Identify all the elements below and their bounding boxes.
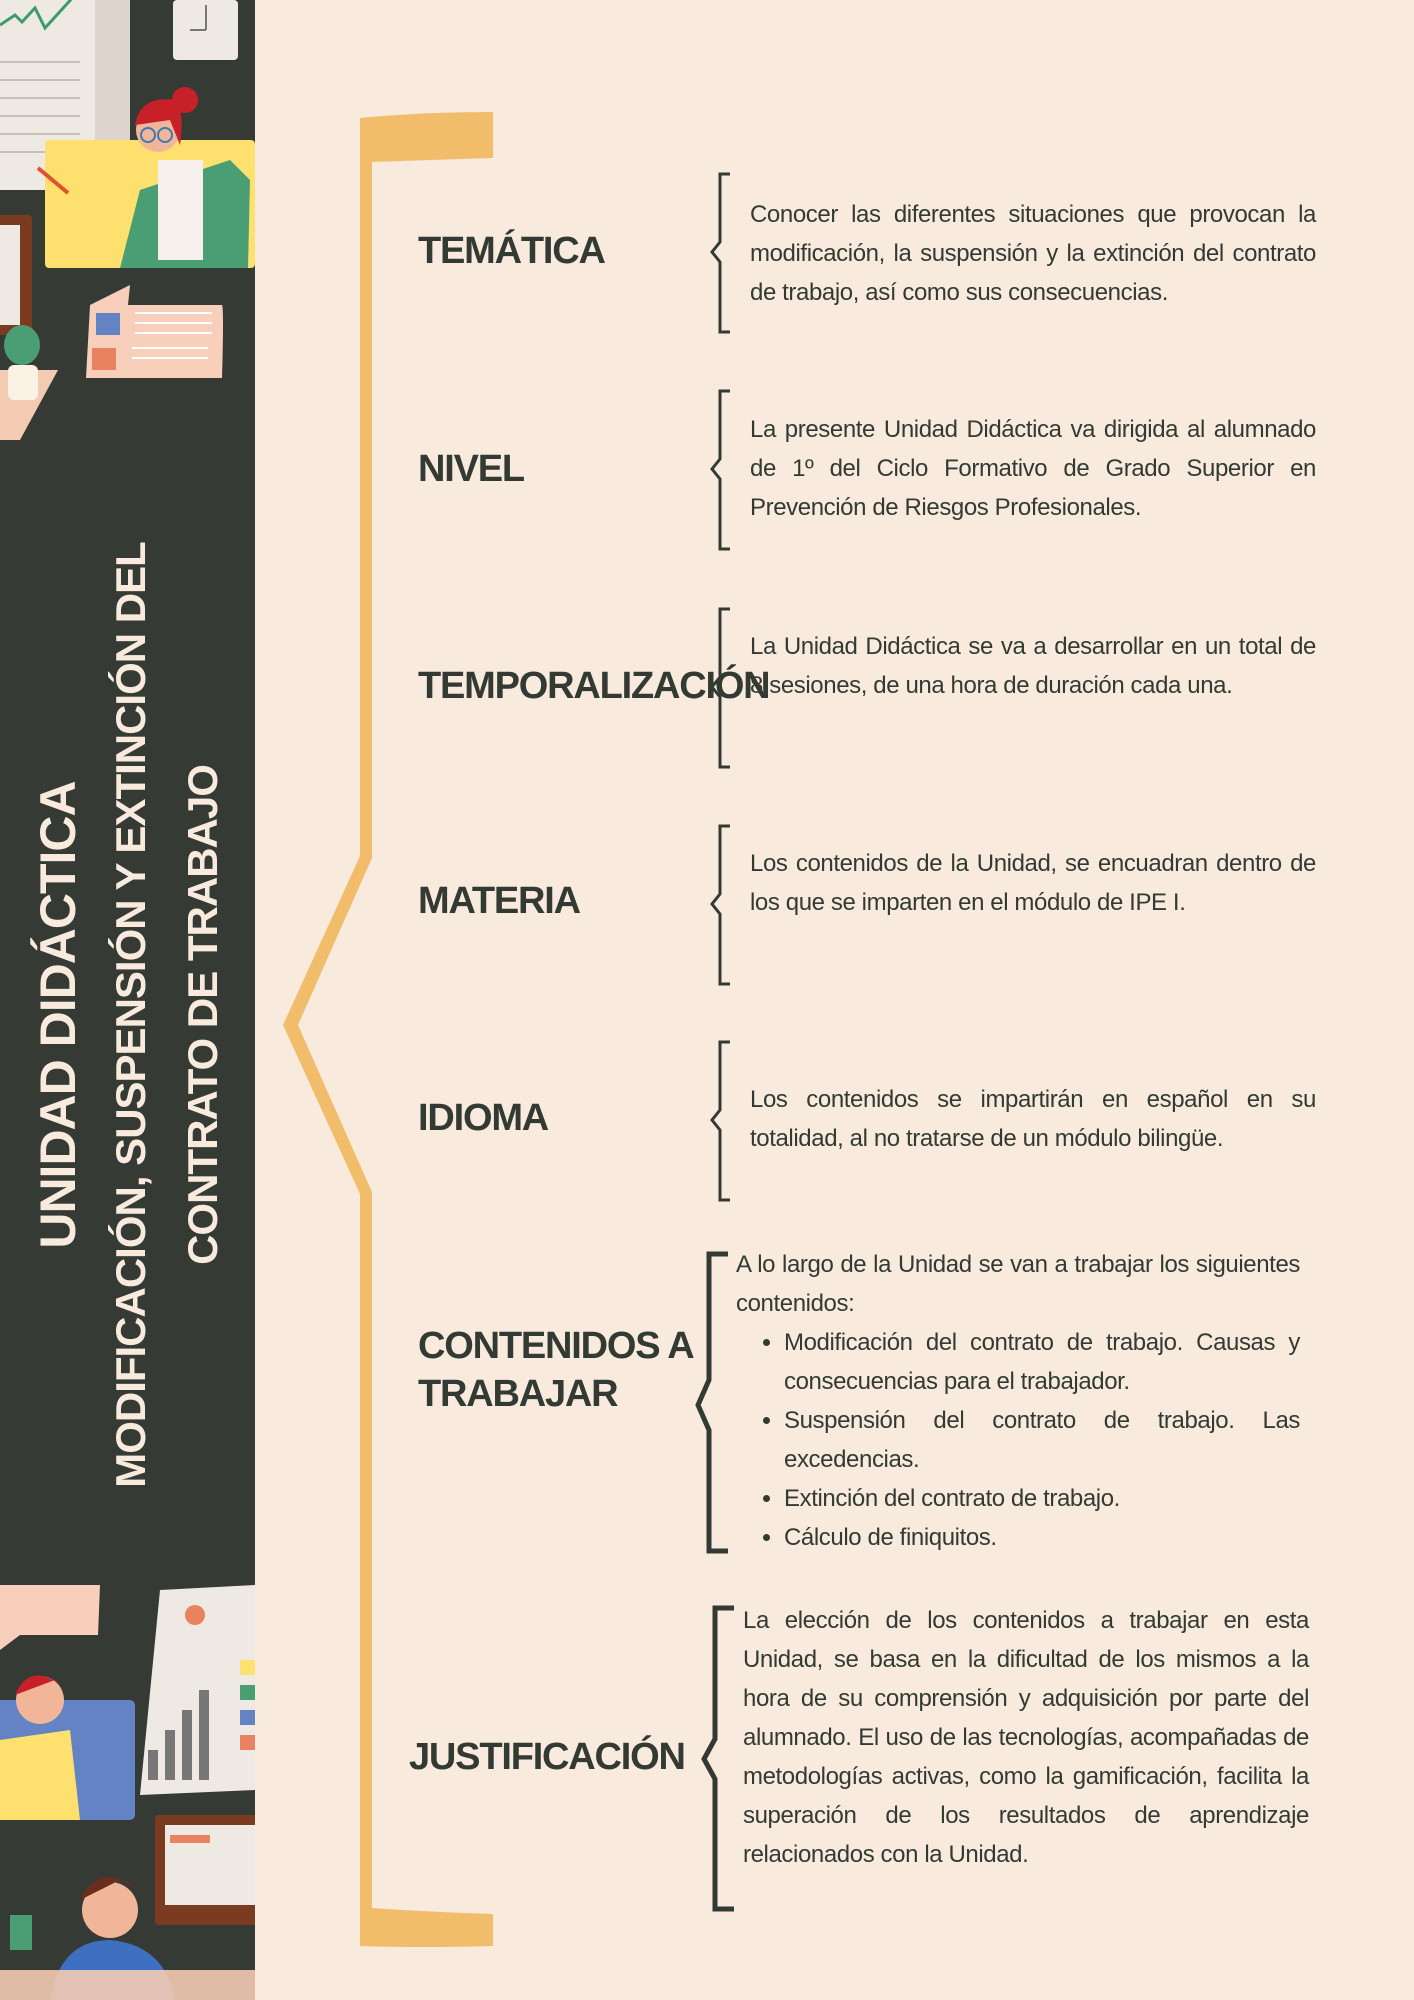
desc-idioma: Los contenidos se impartirán en español en su totalidad, al no tratarse de un módulo bilingüe.	[750, 1086, 1316, 1152]
small-bracket	[708, 607, 732, 771]
desc-tematica: Conocer las diferentes situaciones que provocan la modificación, la suspensión y la extinción del contrato de trabajo, así como sus consecuencias.	[750, 201, 1316, 306]
list-item: • Modificación del contrato de trabajo. Causas y consecuencias para el trabajador.	[784, 1323, 1300, 1401]
desc-justificacion: La elección de los contenidos a trabajar en esta Unidad, se basa en la dificultad de los mismos a la hora de su comprensión y adquisición por parte del alumnado. El uso de las tecnologías, acompañadas de metodologías activas, como la gamificación, facilita la superación de los resultados de aprendizaje relacionados con la Unidad.	[743, 1607, 1309, 1868]
label-contenidos-line-1: CONTENIDOS A	[418, 1325, 694, 1367]
small-bracket	[708, 1040, 732, 1204]
label-idioma: IDIOMA	[418, 1097, 549, 1139]
label-tematica: TEMÁTICA	[418, 230, 605, 272]
large-dark-bracket	[692, 1250, 732, 1556]
label-nivel: NIVEL	[418, 448, 524, 490]
contenidos-intro: A lo largo de la Unidad se van a trabajar los siguientes contenidos:	[736, 1251, 1300, 1317]
label-temporalizacion: TEMPORALIZACIÓN	[418, 665, 770, 707]
desc-materia: Los contenidos de la Unidad, se encuadran dentro de los que se imparten en el módulo de IPE I.	[750, 850, 1316, 916]
label-materia: MATERIA	[418, 880, 580, 922]
label-contenidos-line-2: TRABAJAR	[418, 1373, 618, 1415]
label-contenidos	[418, 1322, 694, 1418]
contenidos-list	[736, 1323, 1300, 1557]
subtitle-line-2: CONTRATO DE TRABAJO	[179, 765, 226, 1265]
desc-nivel: La presente Unidad Didáctica va dirigida al alumnado de 1º del Ciclo Formativo de Grado Superior en Prevención de Riesgos Profesionales.	[750, 416, 1316, 521]
small-bracket	[708, 389, 732, 553]
label-justificacion: JUSTIFICACIÓN	[409, 1736, 685, 1778]
title: UNIDAD DIDÁCTICA	[30, 781, 86, 1249]
desc-temporalizacion: La Unidad Didáctica se va a desarrollar en un total de 8 sesiones, de una hora de duración cada una.	[750, 633, 1316, 699]
large-orange-bracket	[0, 0, 520, 2000]
list-item: • Suspensión del contrato de trabajo. Las excedencias.	[784, 1401, 1300, 1479]
list-item: • Extinción del contrato de trabajo.	[784, 1479, 1300, 1518]
list-item: • Cálculo de finiquitos.	[784, 1518, 1300, 1557]
desc-contenidos	[736, 1245, 1300, 1557]
small-bracket	[708, 172, 732, 336]
large-dark-bracket	[698, 1604, 738, 1914]
subtitle-line-1: MODIFICACIÓN, SUSPENSIÓN Y EXTINCIÓN DEL	[107, 542, 154, 1488]
small-bracket	[708, 824, 732, 988]
